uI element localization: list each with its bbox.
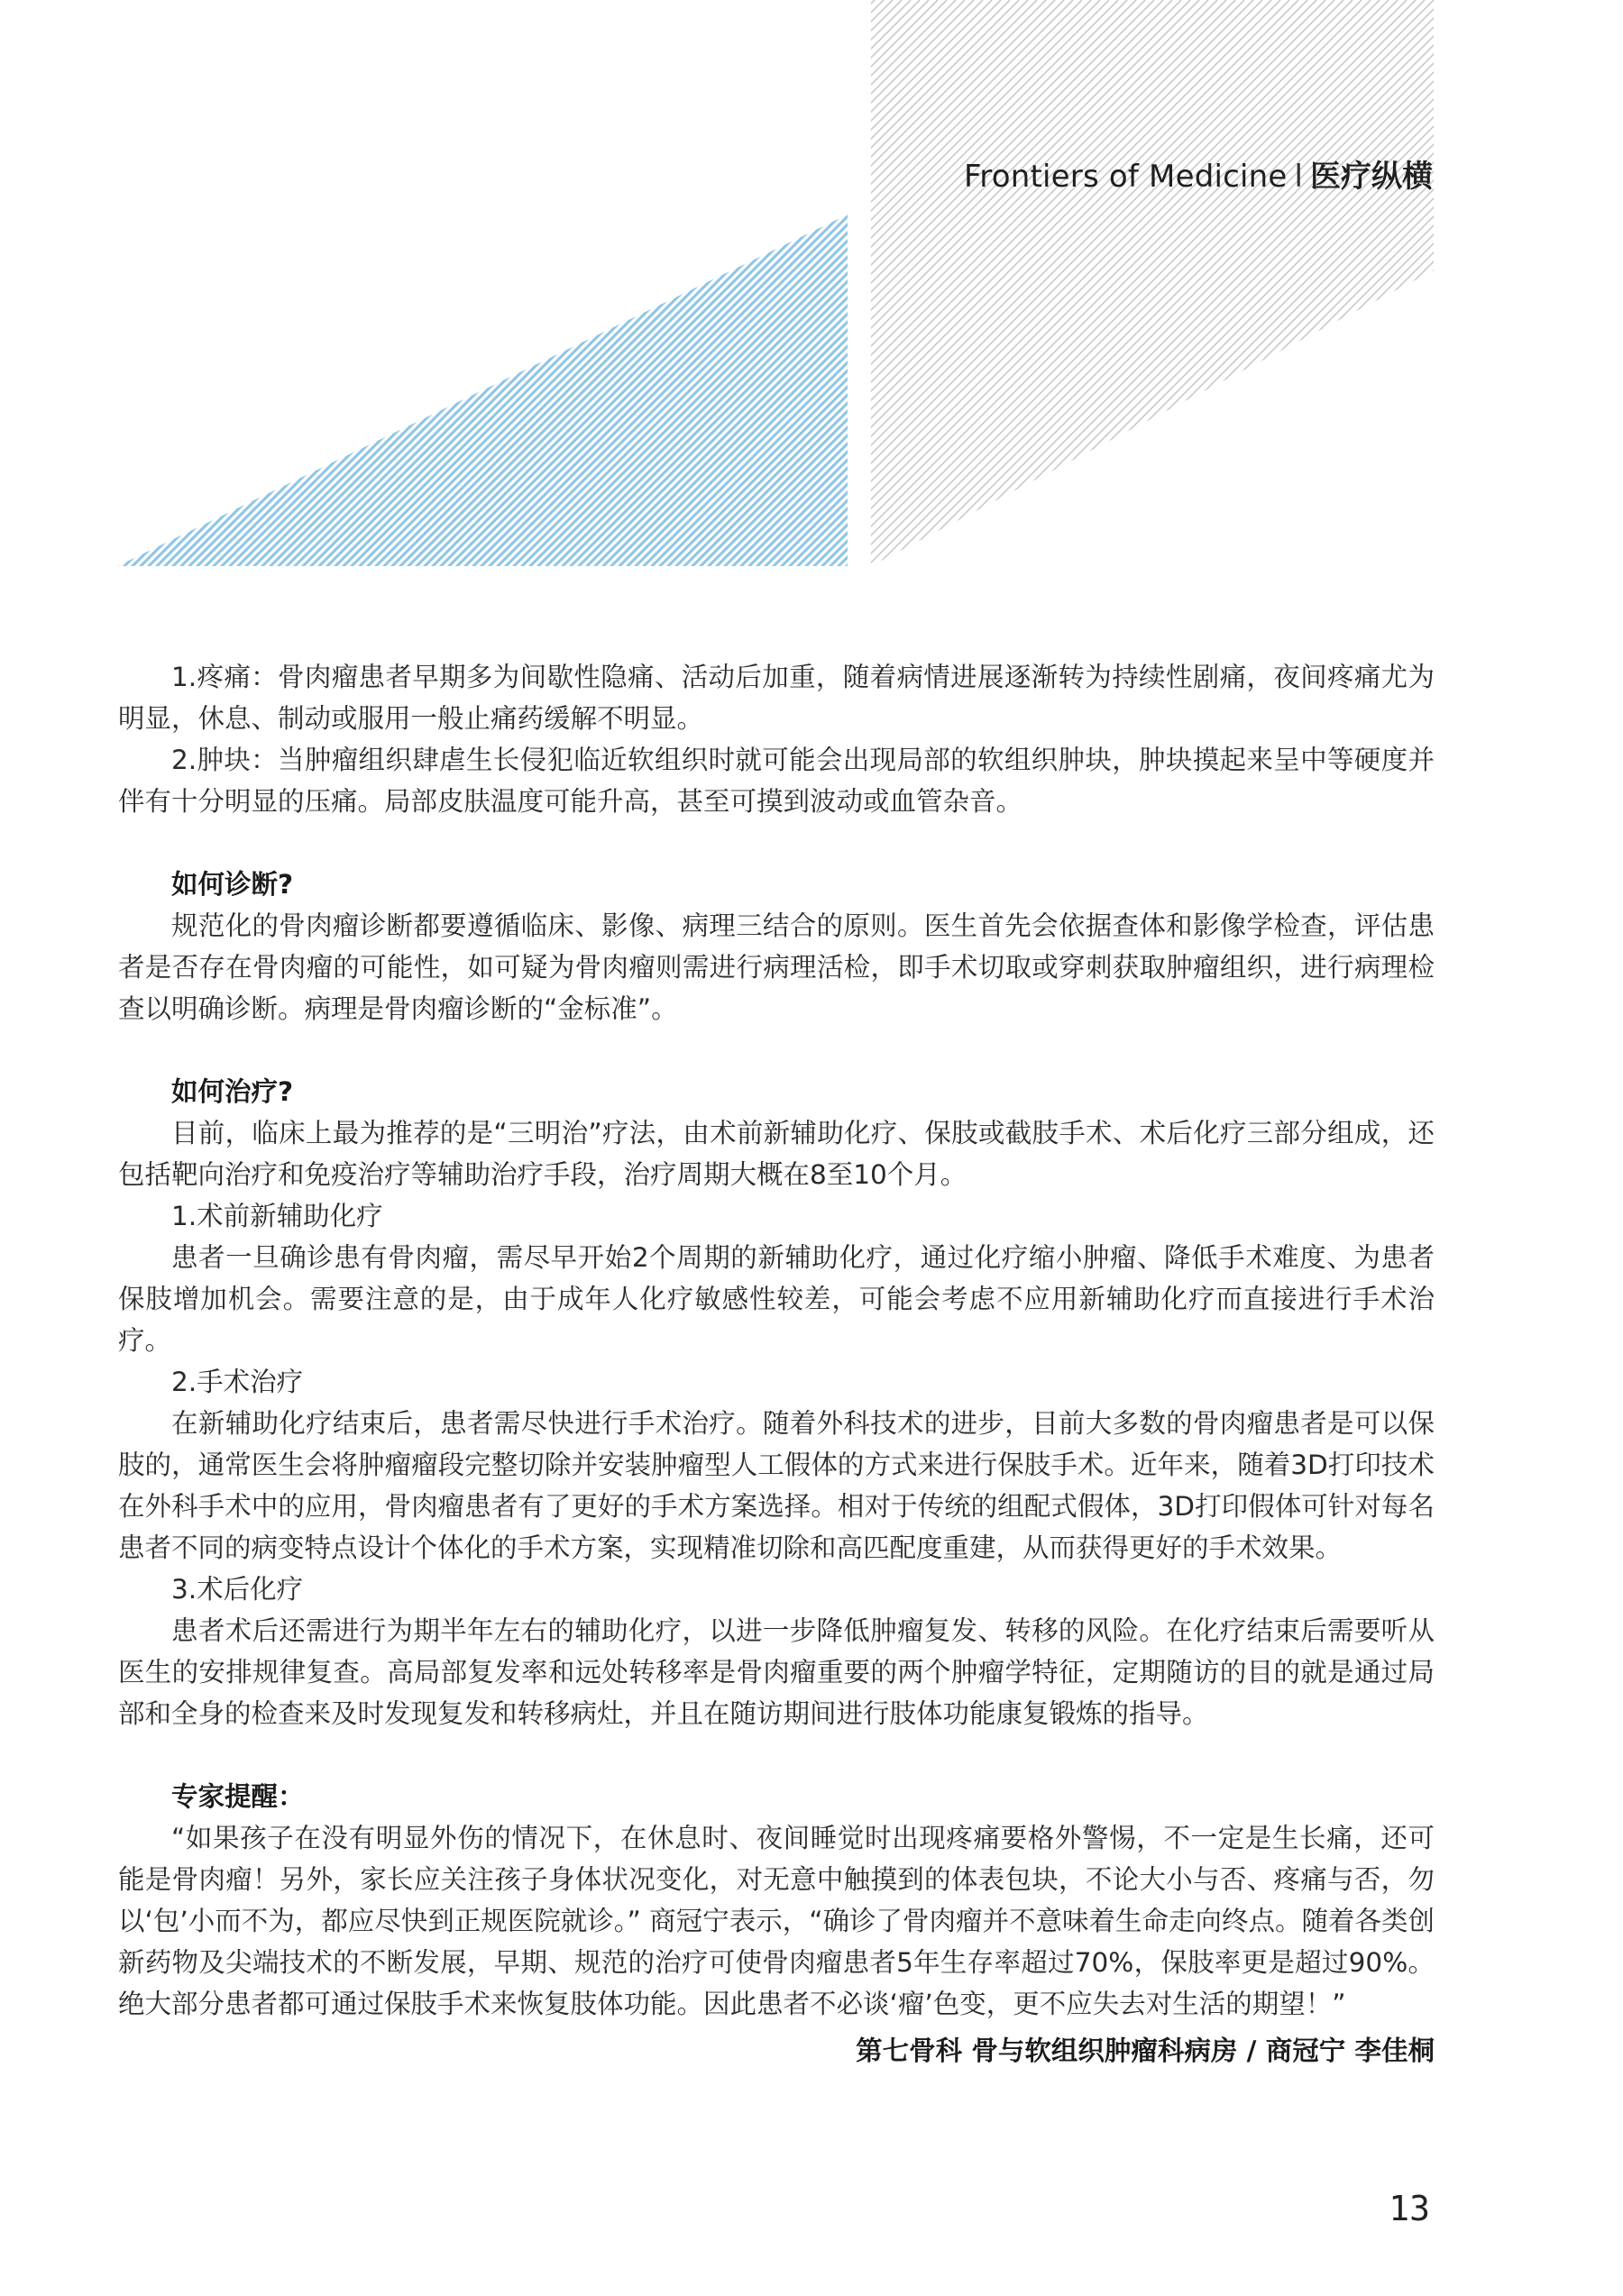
stripe-line [0, 0, 139, 631]
stripe-line [1362, 0, 1623, 631]
stripe-line [0, 0, 293, 631]
stripe-line [0, 0, 179, 631]
section-title-english: Frontiers of Medicine [964, 159, 1288, 195]
stripe-line [1244, 0, 1623, 631]
stripe-line [757, 0, 1389, 631]
stripe-line [1515, 0, 1623, 631]
stripe-line [0, 0, 350, 631]
paragraph-postop: 患者术后还需进行为期半年左右的辅助化疗，以进一步降低肿瘤复发、转移的风险。在化疗结束后需要听从医生的安排规律复查。高局部复发率和远处转移率是骨肉瘤重要的两个肿瘤学特征，定期随访的目的就是通过局部和全身的检查来及时发现复发和转移病灶，并且在随访期间进行肢体功能康复锻炼的指导。 [118, 1615, 1435, 1729]
stripe-line [1154, 0, 1623, 631]
stripe-line [766, 0, 1398, 631]
stripe-line [1398, 0, 1623, 631]
section-title-chinese: 医疗纵横 [1310, 159, 1433, 195]
paragraph-expert: “如果孩子在没有明显外伤的情况下，在休息时、夜间睡觉时出现疼痛要格外警惕，不一定是生长痛，还可能是骨肉瘤！另外，家长应关注孩子身体状况变化，对无意中触摸到的体表包块，不论大小与否、疼痛与否，勿以‘包’小而不为，都应尽快到正规医院就诊。” 商冠宁表示，“确诊了骨肉瘤并不意味着生命走向终点。随着各类创新药物及尖端技术的不断发展，早期、规范的治疗可使骨肉瘤患者5年生存率超过70%，保肢率更是超过90%。绝大部分患者都可通过保肢手术来恢复肢体功能。因此患者不必谈‘瘤’色变，更不应失去对生活的期望！” [118, 1823, 1435, 2019]
stripe-line [1434, 0, 1623, 631]
heading-diagnosis: 如何诊断? [171, 869, 294, 900]
stripe-line [1443, 0, 1623, 631]
stripe-line [0, 0, 577, 631]
paragraph-pain: 1.疼痛：骨肉瘤患者早期多为间歇性隐痛、活动后加重，随着病情进展逐渐转为持续性剧痛，夜间疼痛尤为明显，休息、制动或服用一般止痛药缓解不明显。 [118, 662, 1435, 734]
stripe-line [0, 0, 561, 631]
stripe-line [0, 0, 155, 631]
stripe-line [0, 0, 301, 631]
subheading-postop: 3.术后化疗 [171, 1574, 304, 1605]
stripe-line [1425, 0, 1623, 631]
stripe-line [0, 0, 252, 631]
stripe-line [0, 0, 163, 631]
stripe-line [1506, 0, 1623, 631]
stripe-line [0, 0, 188, 631]
decorative-stripes [0, 0, 1623, 631]
stripe-line [855, 0, 1486, 631]
stripe-line [0, 0, 512, 631]
paragraph-surgery: 在新辅助化疗结束后，患者需尽快进行手术治疗。随着外科技术的进步，目前大多数的骨肉瘤患者是可以保肢的，通常医生会将肿瘤瘤段完整切除并安装肿瘤型人工假体的方式来进行保肢手术。近年来，随着3D打印技术在外科手术中的应用，骨肉瘤患者有了更好的手术方案选择。相对于传统的组配式假体，3D打印假体可针对每名患者不同的病变特点设计个体化的手术方案，实现精准切除和高匹配度重建，从而获得更好的手术效果。 [118, 1408, 1435, 1563]
stripe-line [0, 0, 463, 631]
stripe-line [1461, 0, 1623, 631]
stripe-line [1371, 0, 1623, 631]
stripe-line [0, 0, 196, 631]
stripe-line [649, 0, 1280, 631]
stripe-line [0, 0, 366, 631]
stripe-line [0, 0, 415, 631]
page-number: 13 [1389, 2189, 1430, 2228]
stripe-line [1307, 0, 1623, 631]
stripe-line [541, 0, 1172, 631]
author-byline: 第七骨科 骨与软组织肿瘤科病房 / 商冠宁 李佳桐 [856, 2035, 1435, 2066]
stripe-line [0, 0, 317, 631]
article-body [118, 656, 1435, 2072]
running-header [964, 151, 1433, 196]
stripe-line [1325, 0, 1623, 631]
stripe-line [1343, 0, 1623, 631]
stripe-line [1316, 0, 1623, 631]
paragraph-diagnosis: 规范化的骨肉瘤诊断都要遵循临床、影像、病理三结合的原则。医生首先会依据查体和影像学检查，评估患者是否存在骨肉瘤的可能性，如可疑为骨肉瘤则需进行病理活检，即手术切取或穿刺获取肿瘤组织，进行病理检查以明确诊断。病理是骨肉瘤诊断的“金标准”。 [118, 910, 1435, 1024]
stripe-line [782, 0, 1413, 631]
stripe-line [774, 0, 1405, 631]
stripe-line [0, 0, 90, 631]
stripe-line [822, 0, 1453, 631]
stripe-line [0, 0, 236, 631]
stripe-line [0, 0, 131, 631]
stripe-line [568, 0, 1199, 631]
paragraph-mass: 2.肿块：当肿瘤组织肆虐生长侵犯临近软组织时就可能会出现局部的软组织肿块，肿块摸起来呈中等硬度并伴有十分明显的压痛。局部皮肤温度可能升高，甚至可摸到波动或血管杂音。 [118, 745, 1435, 817]
stripe-line [1334, 0, 1623, 631]
stripe-line [0, 0, 115, 631]
stripe-line [0, 0, 147, 631]
stripe-line [0, 0, 261, 631]
paragraph-neoadjuvant: 患者一旦确诊患有骨肉瘤，需尽早开始2个周期的新辅助化疗，通过化疗缩小肿瘤、降低手术难度、为患者保肢增加机会。需要注意的是，由于成年人化疗敏感性较差，可能会考虑不应用新辅助化疗而直接进行手术治疗。 [118, 1242, 1435, 1356]
stripe-line [460, 0, 1091, 631]
stripe-line [721, 0, 1352, 631]
stripe-line [1380, 0, 1623, 631]
stripe-line [0, 0, 480, 631]
stripe-line [1190, 0, 1623, 631]
stripe-line [1416, 0, 1623, 631]
stripe-line [0, 0, 98, 631]
stripe-line [1280, 0, 1623, 631]
stripe-line [538, 0, 1169, 631]
stripe-line [1524, 0, 1623, 631]
stripe-line [775, 0, 1407, 631]
stripe-line [0, 0, 358, 631]
stripe-line [0, 0, 123, 631]
stripe-line [1452, 0, 1623, 631]
heading-treatment: 如何治疗? [171, 1076, 294, 1107]
stripe-line [1271, 0, 1623, 631]
stripe-line [0, 0, 106, 631]
stripe-line [1100, 0, 1623, 631]
stripe-line [1389, 0, 1623, 631]
stripe-line [469, 0, 1100, 631]
stripe-line [895, 0, 1527, 631]
subheading-surgery: 2.手术治疗 [171, 1367, 304, 1397]
subheading-neoadjuvant: 1.术前新辅助化疗 [171, 1201, 383, 1231]
heading-expert: 专家提醒： [171, 1781, 305, 1812]
stripe-line [559, 0, 1190, 631]
stripe-line [1497, 0, 1623, 631]
stripe-line [1407, 0, 1623, 631]
stripe-line [0, 0, 171, 631]
stripe-line [1470, 0, 1623, 631]
stripe-line [0, 0, 309, 631]
stripe-line [0, 0, 244, 631]
stripe-line [0, 0, 204, 631]
stripe-line [863, 0, 1494, 631]
stripe-line [640, 0, 1271, 631]
stripe-line [814, 0, 1445, 631]
stripe-line [1533, 0, 1623, 631]
stripe-line [1479, 0, 1623, 631]
stripe-line [0, 0, 626, 631]
stripe-line [1253, 0, 1623, 631]
stripe-line [0, 0, 528, 631]
stripe-line [1488, 0, 1623, 631]
paragraph-treatment: 目前，临床上最为推荐的是“三明治”疗法，由术前新辅助化疗、保肢或截肢手术、术后化疗三部分组成，还包括靶向治疗和免疫治疗等辅助治疗手段，治疗周期大概在8至10个月。 [118, 1118, 1435, 1190]
stripe-line [0, 0, 399, 631]
stripe-line [730, 0, 1362, 631]
header-separator: l [1294, 159, 1303, 195]
